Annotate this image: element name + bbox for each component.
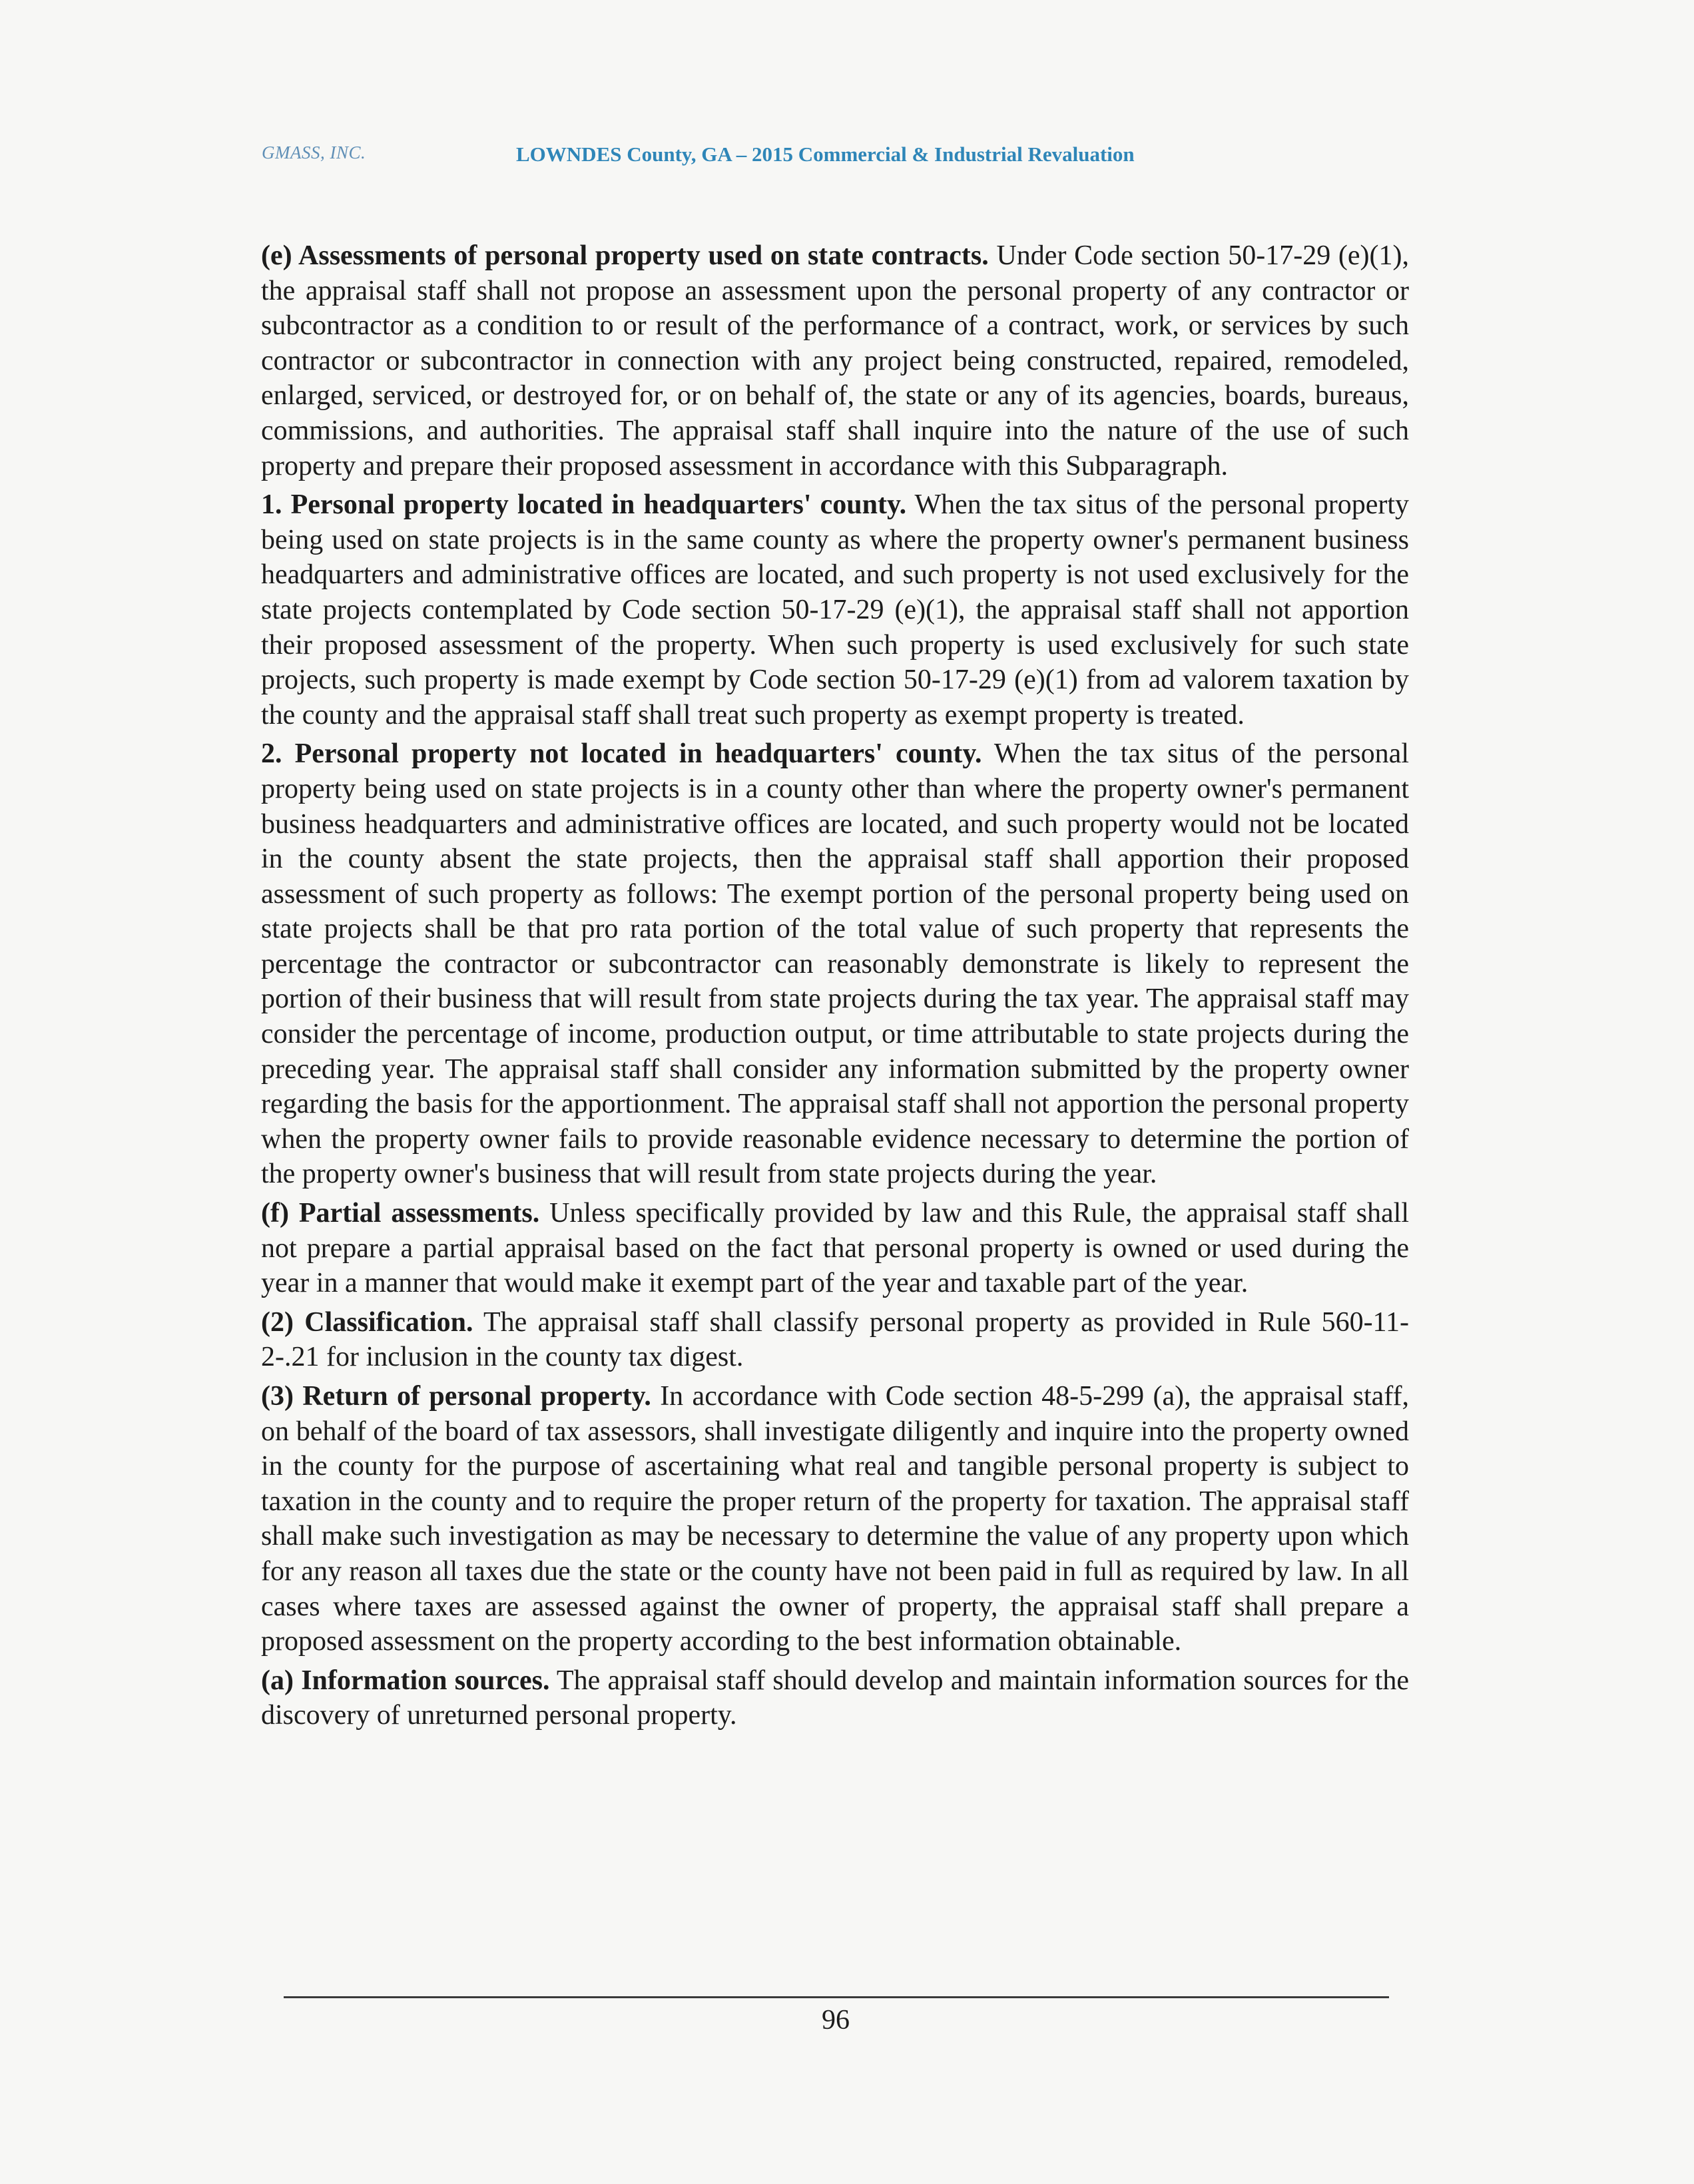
- paragraph-heading: (f) Partial assessments.: [261, 1198, 540, 1229]
- page-header: [262, 142, 1427, 172]
- paragraph-f-partial-assessments: [261, 1196, 1409, 1301]
- paragraph-e-state-contracts: [261, 238, 1409, 483]
- document-body: [261, 238, 1409, 1737]
- paragraph-heading: (3) Return of personal property.: [261, 1381, 651, 1412]
- header-company: GMASS, INC.: [262, 142, 366, 162]
- paragraph-text: In accordance with Code section 48-5-299 (a), the appraisal staff, on behalf of the board of tax assessors, shall investigate diligently and inquire into the property owned in the county for the purpose of ascertaining what real and tangible personal property is subject to taxation in the county and to require the proper return of the property for taxation. The appraisal staff shall make such investigation as may be necessary to determine the value of any property upon which for any reason all taxes due the state or the county have not been paid in full as required by law. In all cases where taxes are assessed against the owner of property, the appraisal staff shall prepare a proposed assessment on the property according to the best information obtainable.: [261, 1381, 1409, 1657]
- footer-divider: [284, 1996, 1389, 1998]
- paragraph-heading: 1. Personal property located in headquarters' county.: [261, 489, 907, 521]
- page-number: 96: [822, 2005, 850, 2036]
- paragraph-1-headquarters-county: [261, 487, 1409, 732]
- paragraph-2-classification: [261, 1305, 1409, 1375]
- paragraph-text: Under Code section 50-17-29 (e)(1), the appraisal staff shall not propose an assessment upon the personal property of any contractor or subcontractor as a condition to or result of the performance of a contract, work, or services by such contractor or subcontractor in connection with any project being constructed, repaired, remodeled, enlarged, serviced, or destroyed for, or on behalf of, the state or any of its agencies, boards, bureaus, commissions, and authorities. The appraisal staff shall inquire into the nature of the use of such property and prepare their proposed assessment in accordance with this Subparagraph.: [261, 240, 1410, 481]
- paragraph-text: When the tax situs of the personal property being used on state projects is in a county other than where the property owner's permanent business headquarters and administrative offices are located, and such property would not be located in the county absent the state projects, then the appraisal staff shall apportion their proposed assessment of such property as follows: The exempt portion of the personal property being used on state projects shall be that pro rata portion of the total value of such property that represents the percentage the contractor or subcontractor can reasonably demonstrate is likely to represent the portion of their business that will result from state projects during the tax year. The appraisal staff may consider the percentage of income, production output, or time attributable to state projects during the preceding year. The appraisal staff shall consider any information submitted by the property owner regarding the basis for the apportionment. The appraisal staff shall not apportion the personal property when the property owner fails to provide reasonable evidence necessary to determine the portion of the property owner's business that will result from state projects during the year.: [261, 738, 1409, 1190]
- paragraph-heading: (e) Assessments of personal property used on state contracts.: [261, 240, 989, 271]
- paragraph-a-information-sources: [261, 1663, 1409, 1733]
- paragraph-text: The appraisal staff shall classify personal property as provided in Rule 560-11-2-.21 for inclusion in the county tax digest.: [261, 1306, 1409, 1373]
- paragraph-text: When the tax situs of the personal property being used on state projects is in the same county as where the property owner's permanent business headquarters and administrative offices are located, and such property is not used exclusively for the state projects contemplated by Code section 50-17-29 (e)(1), the appraisal staff shall not apportion their proposed assessment of the property. When such property is used exclusively for such state projects, such property is made exempt by Code section 50-17-29 (e)(1) from ad valorem taxation by the county and the appraisal staff shall treat such property as exempt property is treated.: [261, 489, 1409, 730]
- paragraph-2-not-headquarters-county: [261, 736, 1409, 1192]
- paragraph-heading: (2) Classification.: [261, 1306, 473, 1338]
- paragraph-heading: (a) Information sources.: [261, 1665, 550, 1696]
- paragraph-text: The appraisal staff should develop and maintain information sources for the discovery of unreturned personal property.: [261, 1665, 1409, 1731]
- paragraph-heading: 2. Personal property not located in headquarters' county.: [261, 738, 982, 770]
- paragraph-3-return-of-personal-property: [261, 1379, 1409, 1659]
- paragraph-text: Unless specifically provided by law and this Rule, the appraisal staff shall not prepare a partial appraisal based on the fact that personal property is owned or used during the year in a manner that would make it exempt part of the year and taxable part of the year.: [261, 1198, 1409, 1299]
- header-title: LOWNDES County, GA – 2015 Commercial & Industrial Revaluation: [516, 142, 1135, 166]
